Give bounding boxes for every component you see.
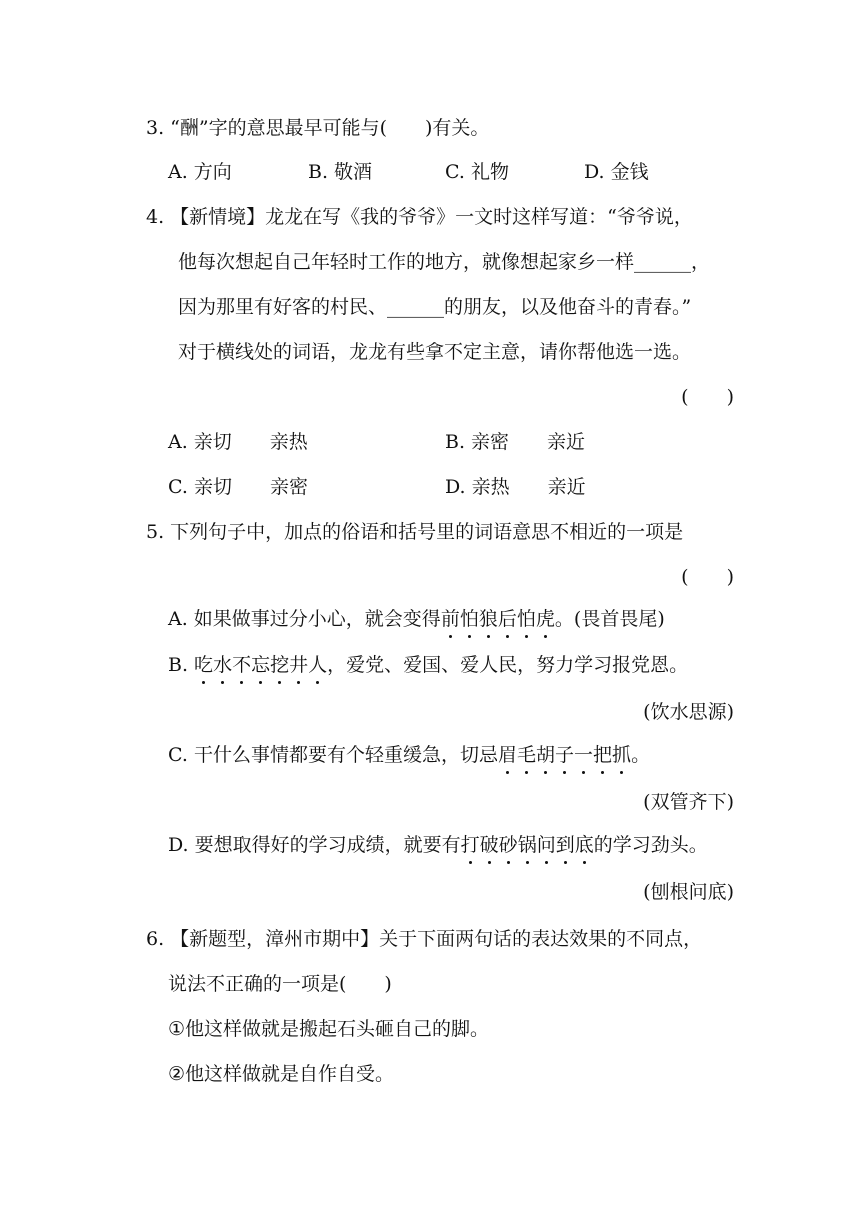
emphasis-dot-char: 怕	[460, 605, 479, 633]
q4-option-a: A. 亲切 亲热	[168, 431, 308, 453]
q4-stem-line2: 他每次想起自己年轻时工作的地方，就像想起家乡一样______，	[178, 251, 711, 273]
q4-answer-paren: ( )	[681, 386, 734, 408]
emphasis-dot-char: 底	[575, 831, 594, 859]
emphasis-dot-char: 一	[574, 741, 593, 769]
q4-option-c: C. 亲切 亲密	[168, 476, 308, 498]
q4-stem-line1: 4. 【新情境】龙龙在写《我的爷爷》一文时这样写道：“爷爷说，	[146, 206, 693, 228]
q6-sentence-1: ①他这样做就是搬起石头砸自己的脚。	[168, 1018, 490, 1040]
q5-option-a-text: A. 如果做事过分小心，就会变得	[168, 608, 441, 630]
emphasis-dot-char: 眉	[498, 741, 517, 769]
emphasis-dot-char: 井	[289, 651, 308, 679]
q5-option-c-dotted-idiom	[498, 744, 631, 766]
emphasis-dot-char: 破	[480, 831, 499, 859]
q4-stem-line4: 对于横线处的词语，龙龙有些拿不定主意，请你帮他选一选。	[178, 341, 692, 363]
q5-option-b-dotted-idiom	[194, 654, 327, 676]
emphasis-dot-char: 问	[537, 831, 556, 859]
emphasis-dot-char: 到	[556, 831, 575, 859]
emphasis-dot-char: 狼	[479, 605, 498, 633]
q4-option-b: B. 亲密 亲近	[445, 431, 586, 453]
q5-option-c-paren: (双管齐下)	[643, 791, 734, 813]
q3-stem: 3. “酬”字的意思最早可能与( )有关。	[146, 117, 490, 139]
q5-option-c	[168, 741, 650, 769]
q5-option-b	[168, 651, 688, 679]
q6-stem-line1: 6. 【新题型，漳州市期中】关于下面两句话的表达效果的不同点，	[146, 928, 703, 950]
emphasis-dot-char: 胡	[536, 741, 555, 769]
emphasis-dot-char: 砂	[499, 831, 518, 859]
q3-option-b: B. 敬酒	[308, 161, 373, 183]
q4-stem-line3: 因为那里有好客的村民、______的朋友，以及他奋斗的青春。”	[178, 296, 692, 318]
q5-option-b-paren: (饮水思源)	[643, 701, 734, 723]
emphasis-dot-char: 水	[213, 651, 232, 679]
emphasis-dot-char: 打	[461, 831, 480, 859]
emphasis-dot-char: 后	[498, 605, 517, 633]
q5-option-b-label: B.	[168, 654, 195, 676]
q5-option-d-paren: (刨根问底)	[643, 881, 734, 903]
q5-option-d-end: 的学习劲头。	[593, 834, 708, 856]
q5-option-c-end: 。	[631, 744, 651, 766]
emphasis-dot-char: 怕	[517, 605, 536, 633]
q5-option-a-dotted-idiom	[441, 608, 555, 630]
q3-option-a: A. 方向	[168, 161, 232, 183]
emphasis-dot-char: 子	[555, 741, 574, 769]
q5-option-c-text: C. 干什么事情都要有个轻重缓急，切忌	[168, 744, 498, 766]
q5-option-d-text: D. 要想取得好的学习成绩，就要有	[168, 834, 461, 856]
emphasis-dot-char: 虎	[536, 605, 555, 633]
q5-option-b-text: ，爱党、爱国、爱人民，努力学习报党恩。	[327, 654, 689, 676]
emphasis-dot-char: 忘	[251, 651, 270, 679]
q5-option-a	[168, 605, 665, 633]
q4-option-d: D. 亲热 亲近	[445, 476, 586, 498]
q3-option-c: C. 礼物	[445, 161, 509, 183]
q5-stem: 5. 下列句子中，加点的俗语和括号里的词语意思不相近的一项是	[146, 521, 684, 543]
emphasis-dot-char: 人	[308, 651, 327, 679]
emphasis-dot-char: 吃	[194, 651, 213, 679]
emphasis-dot-char: 把	[593, 741, 612, 769]
emphasis-dot-char: 锅	[518, 831, 537, 859]
emphasis-dot-char: 抓	[612, 741, 631, 769]
emphasis-dot-char: 毛	[517, 741, 536, 769]
q6-stem-line2: 说法不正确的一项是( )	[168, 973, 392, 995]
emphasis-dot-char: 前	[441, 605, 460, 633]
q5-answer-paren: ( )	[681, 566, 734, 588]
q3-option-d: D. 金钱	[584, 161, 649, 183]
emphasis-dot-char: 不	[232, 651, 251, 679]
q5-option-a-paren: 。(畏首畏尾)	[554, 608, 665, 630]
q5-option-d-dotted-idiom	[461, 834, 594, 856]
q5-option-d	[168, 831, 708, 859]
emphasis-dot-char: 挖	[270, 651, 289, 679]
q6-sentence-2: ②他这样做就是自作自受。	[168, 1063, 395, 1085]
